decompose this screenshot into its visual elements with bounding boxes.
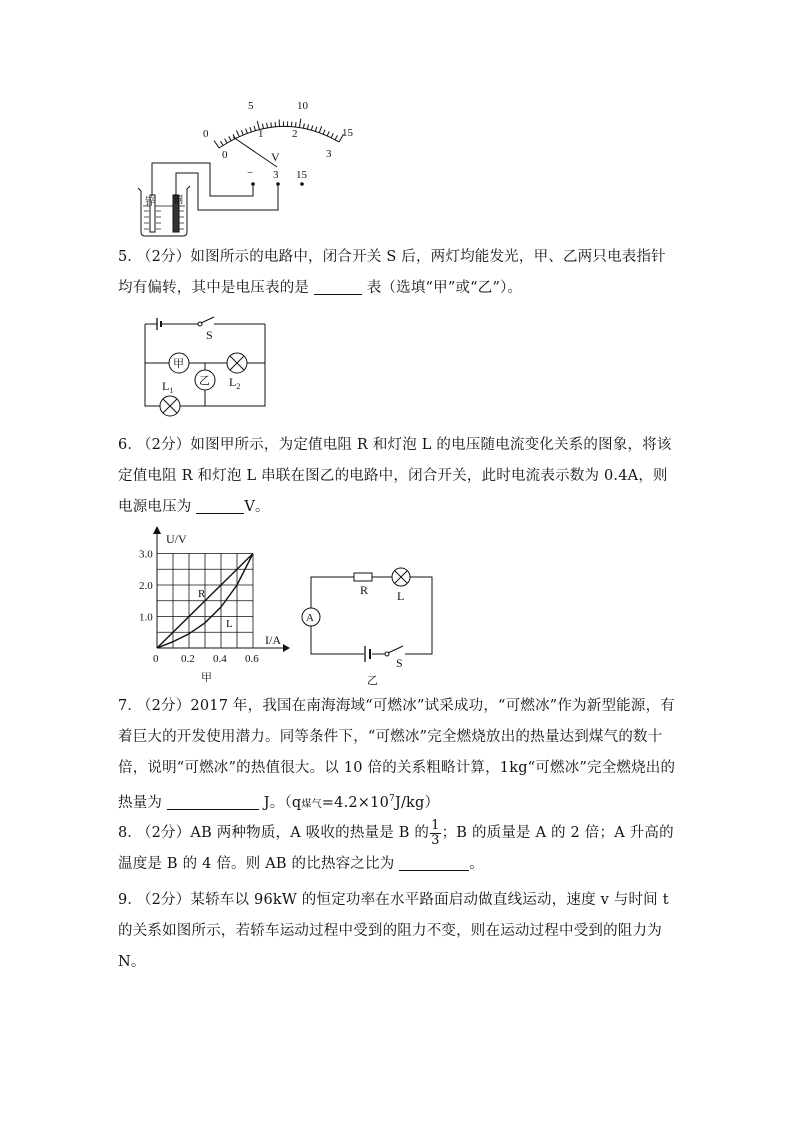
question-text: （2分）如图甲所示，为定值电阻 R 和灯泡 L 的电压随电流变化关系的图象，将该定值电阻 R 和灯泡 L 串联在图乙的电路中，闭合开关，此时电流表示数为 0.4A，则电源电压为 [118,437,672,515]
switch-blade [201,317,214,323]
question-text: （2分）AB 两种物质，A 吸收的热量是 B 的 [144,825,430,841]
answer-blank[interactable] [399,852,469,871]
question-6 [118,430,678,523]
y-axis-arrow [153,526,161,534]
question-number: 8． [118,825,143,841]
scale-lower-0: 0 [222,149,228,161]
resistor-label: R [360,583,369,597]
scale-upper-5: 5 [248,100,254,112]
switch-label: S [396,656,403,670]
wire-zinc [152,163,253,196]
scale-tick [335,135,337,139]
circuit-q6-loop [311,577,432,654]
question-text-c: =4.2×10 [321,794,390,811]
scale-tick [295,122,296,127]
scale-tick [319,126,321,133]
scale-tick [299,119,300,128]
scale-tick [267,123,268,128]
scale-tick [315,127,317,132]
scale-tick [246,129,248,134]
scale-tick [323,130,325,135]
answer-blank[interactable] [314,276,362,295]
question-text-end: N。 [118,954,146,970]
scale-tick [236,130,239,136]
x-tick-label: 0.6 [245,653,259,665]
question-text: （2分）某轿车以 96kW 的恒定功率在水平路面启动做直线运动，速度 v 与时间 t 的关系如图所示，若轿车运动过程中受到的阻力不变，则在运动过程中受到的阻力为 [118,892,669,939]
meter-yi-label: 乙 [199,375,210,387]
y-tick-label: 3.0 [139,548,153,561]
resistor-r [354,573,372,581]
chart-caption: 甲 [201,672,212,684]
question-5 [118,242,678,304]
terminal-15: 15 [296,169,307,181]
scale-tick [214,140,219,148]
scale-lower-2: 2 [292,128,298,140]
question-text-b: ；B 的质量是 A 的 2 倍；A 升高的温度是 B 的 4 倍。则 AB 的比热容之比为 [118,825,674,872]
voltmeter-scale-arc [219,126,339,148]
question-7 [118,691,678,820]
question-number: 9． [118,892,143,908]
y-tick-label: 2.0 [139,580,153,592]
scale-tick [327,131,329,136]
scale-tick [311,125,312,130]
circuit-caption: 乙 [367,675,378,687]
circuit-q5 [0,310,794,430]
question-text-d: J/kg） [394,794,440,811]
voltmeter-scale-ticks [214,119,343,148]
question-text: （2分）2017 年，我国在南海海域“可燃冰”试采成功，“可燃冰”作为新型能源，有着巨大的开发使用潜力。同等条件下，“可燃冰”完全燃烧放出的热量达到煤气的数十倍，说明“可燃冰”的热值很大。以 10 倍的关系粗略计算，1kg“可燃冰”完全燃烧出的热量为 [118,698,676,811]
voltmeter-unit: V [271,150,280,164]
terminal-15-dot [300,182,304,186]
scale-lower-3: 3 [326,148,332,160]
scale-upper-10: 10 [297,100,308,112]
meter-jia-label: 甲 [173,358,184,370]
question-text: （2分）如图所示的电路中，闭合开关 S 后，两灯均能发光，甲、乙两只电表指针均有偏转，其中是电压表的是 [118,249,666,296]
x-tick-label: 0.2 [181,653,195,665]
y-axis-label: U/V [166,532,187,546]
fraction-numerator: 1 [431,817,440,833]
ammeter-label: A [306,612,314,624]
copper-label: 铜 [173,195,183,206]
question-number: 7． [118,698,143,714]
scale-lower-1: 1 [258,128,264,140]
fraction-one-third [430,819,440,848]
fraction-denominator: 3 [431,832,440,848]
lamp-l1-label: $L_1$ [162,379,174,395]
circuit-q6 [0,560,794,687]
x-tick-label: 0 [153,653,159,665]
voltmeter-figure [0,0,794,240]
scale-tick [271,122,272,127]
terminal-3: 3 [273,169,279,181]
lamp-label: L [397,589,405,603]
zinc-label: 锌 [145,197,155,208]
scale-tick [250,127,252,132]
question-number: 5． [118,249,143,265]
x-tick-label: 0.4 [213,653,227,665]
scale-tick [220,141,223,145]
scale-tick [331,133,333,137]
switch-label: S [206,328,213,342]
scale-upper-15: 15 [342,127,353,139]
lamp-l2-label: $L_2$ [229,375,241,391]
y-tick-label: 1.0 [139,611,153,624]
series-label-l: L [226,618,233,630]
question-text-end: 。 [469,856,484,872]
scale-tick [254,126,255,131]
series-label-r: R [198,588,206,600]
question-text-b: J。（q [263,794,302,811]
scale-tick [225,139,227,143]
question-text-end: V。 [244,499,270,515]
question-8 [118,818,678,880]
question-number: 6． [118,437,143,453]
scale-tick [307,124,308,129]
terminal-minus: − [247,167,254,179]
answer-blank[interactable] [167,791,259,810]
exponent: 7 [389,794,395,804]
answer-blank[interactable] [196,495,244,514]
scale-tick [229,136,231,140]
question-9 [118,885,678,978]
scale-upper-0: 0 [203,128,209,140]
scale-tick [241,130,243,135]
question-text-end: 表（选填“甲”或“乙”）。 [366,280,523,296]
subscript-meiqi: 煤气 [301,798,322,810]
wire-copper [176,173,278,210]
x-axis-label: I/A [265,633,281,647]
scale-tick [303,123,304,128]
